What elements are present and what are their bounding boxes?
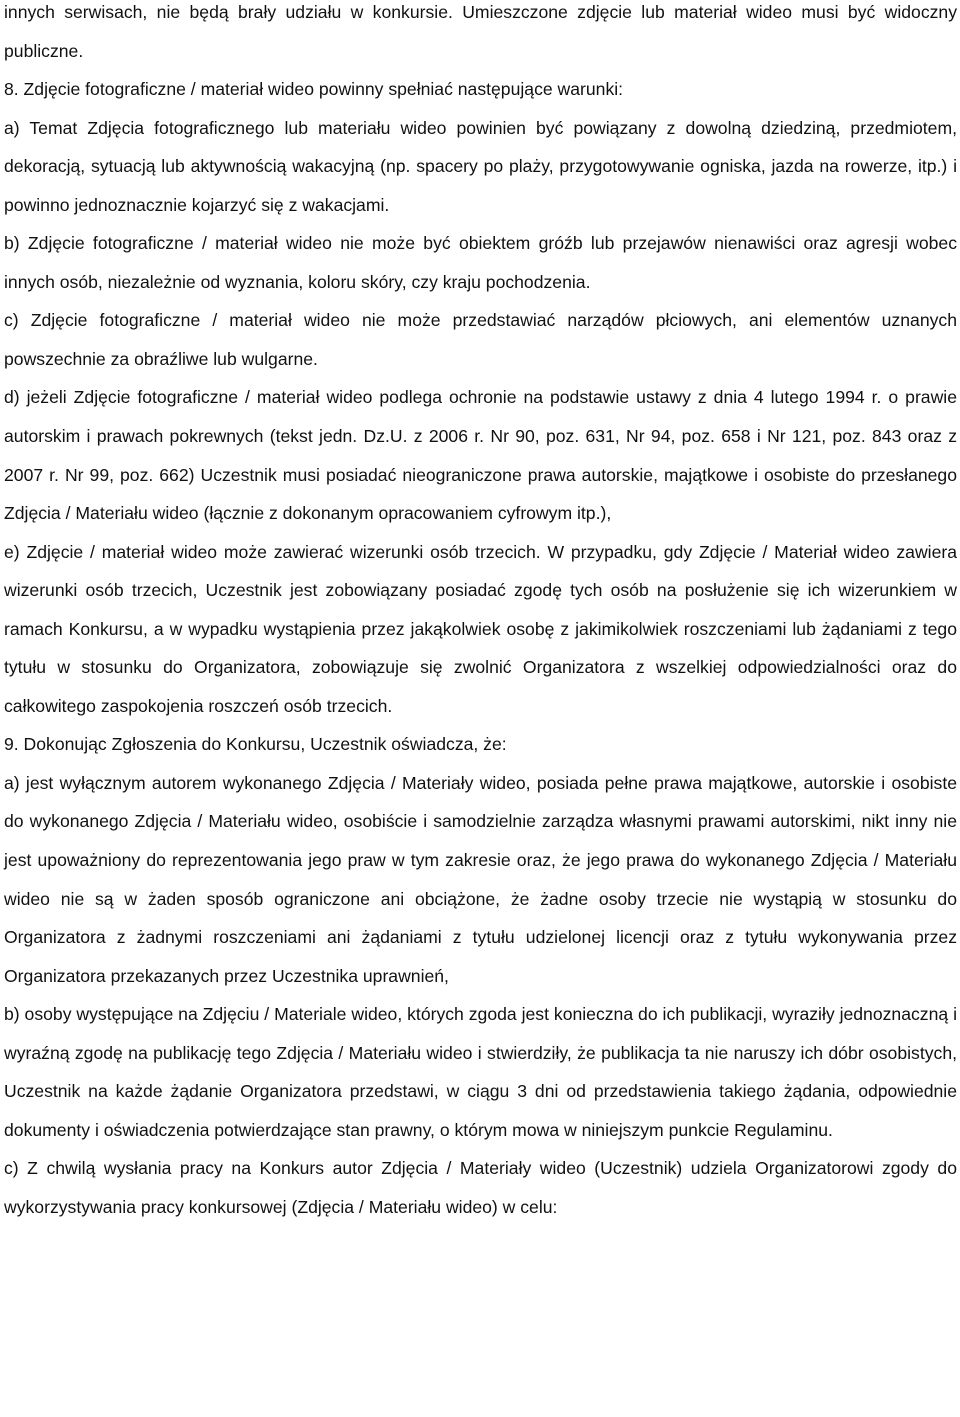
paragraph-9c: c) Z chwilą wysłania pracy na Konkurs autor Zdjęcia / Materiały wideo (Uczestnik) udziela Organizatorowi zgody do wykorzystywania pracy konkursowej (Zdjęcia / Materiału wideo) w celu:: [4, 1158, 957, 1217]
paragraph-section-9-heading: 9. Dokonując Zgłoszenia do Konkursu, Uczestnik oświadcza, że:: [4, 734, 507, 755]
paragraph-8d: d) jeżeli Zdjęcie fotograficzne / materiał wideo podlega ochronie na podstawie ustawy z dnia 4 lutego 1994 r. o prawie autorskim i prawach pokrewnych (tekst jedn. Dz.U. z 2006 r. Nr 90, poz. 631, Nr 94, poz. 658 i Nr 121, poz. 843 oraz z 2007 r. Nr 99, poz. 662) Uczestnik musi posiadać nieograniczone prawa autorskie, majątkowe i osobiste do przesłanego Zdjęcia / Materiału wideo (łącznie z dokonanym opracowaniem cyfrowym itp.),: [4, 387, 957, 524]
paragraph-8e: e) Zdjęcie / materiał wideo może zawierać wizerunki osób trzecich. W przypadku, gdy Zdjęcie / Materiał wideo zawiera wizerunki osób trzecich, Uczestnik jest zobowiązany posiadać zgodę tych osób na posłużenie się ich wizerunkiem w ramach Konkursu, a w wypadku wystąpienia przez jakąkolwiek osobę z jakimikolwiek roszczeniami lub żądaniami z tego tytułu w stosunku do Organizatora, zobowiązuje się zwolnić Organizatora z wszelkiej odpowiedzialności oraz do całkowitego zaspokojenia roszczeń osób trzecich.: [4, 541, 957, 716]
paragraph-8b: b) Zdjęcie fotograficzne / materiał wideo nie może być obiektem gróźb lub przejawów nienawiści oraz agresji wobec innych osób, niezależnie od wyznania, koloru skóry, czy kraju pochodzenia.: [4, 233, 957, 292]
paragraph-8c: c) Zdjęcie fotograficzne / materiał wideo nie może przedstawiać narządów płciowych, ani elementów uznanych powszechnie za obraźliwe lub wulgarne.: [4, 310, 957, 369]
paragraph-section-8-heading: 8. Zdjęcie fotograficzne / materiał wideo powinny spełniać następujące warunki:: [4, 79, 624, 100]
paragraph-9b: b) osoby występujące na Zdjęciu / Materiale wideo, których zgoda jest konieczna do ich publikacji, wyraziły jednoznaczną i wyraźną zgodę na publikację tego Zdjęcia / Materiału wideo i stwierdziły, że publikacja ta nie naruszy ich dóbr osobistych, Uczestnik na każde żądanie Organizatora przedstawi, w ciągu 3 dni od przedstawienia takiego żądania, odpowiednie dokumenty i oświadczenia potwierdzające stan prawny, o którym mowa w niniejszym punkcie Regulaminu.: [4, 1004, 957, 1140]
paragraph-8a: a) Temat Zdjęcia fotograficznego lub materiału wideo powinien być powiązany z dowolną dziedziną, przedmiotem, dekoracją, sytuacją lub aktywnością wakacyjną (np. spacery po plaży, przygotowywanie ogniska, jazda na rowerze, itp.) i powinno jednoznacznie kojarzyć się z wakacjami.: [4, 117, 957, 215]
paragraph-continuation: innych serwisach, nie będą brały udziału w konkursie. Umieszczone zdjęcie lub materiał wideo musi być widoczny publiczne.: [4, 2, 957, 61]
document-body: [4, 0, 957, 1227]
paragraph-9a: a) jest wyłącznym autorem wykonanego Zdjęcia / Materiały wideo, posiada pełne prawa majątkowe, autorskie i osobiste do wykonanego Zdjęcia / Materiału wideo, osobiście i samodzielnie zarządza własnymi prawami autorskimi, nikt inny nie jest upoważniony do reprezentowania jego praw w tym zakresie oraz, że jego prawa do wykonanego Zdjęcia / Materiału wideo nie są w żaden sposób ograniczone ani obciążone, że żadne osoby trzecie nie wystąpią w stosunku do Organizatora z żadnymi roszczeniami ani żądaniami z tytułu udzielonej licencji oraz z tytułu wykonywania przez Organizatora przekazanych przez Uczestnika uprawnień,: [4, 772, 957, 986]
